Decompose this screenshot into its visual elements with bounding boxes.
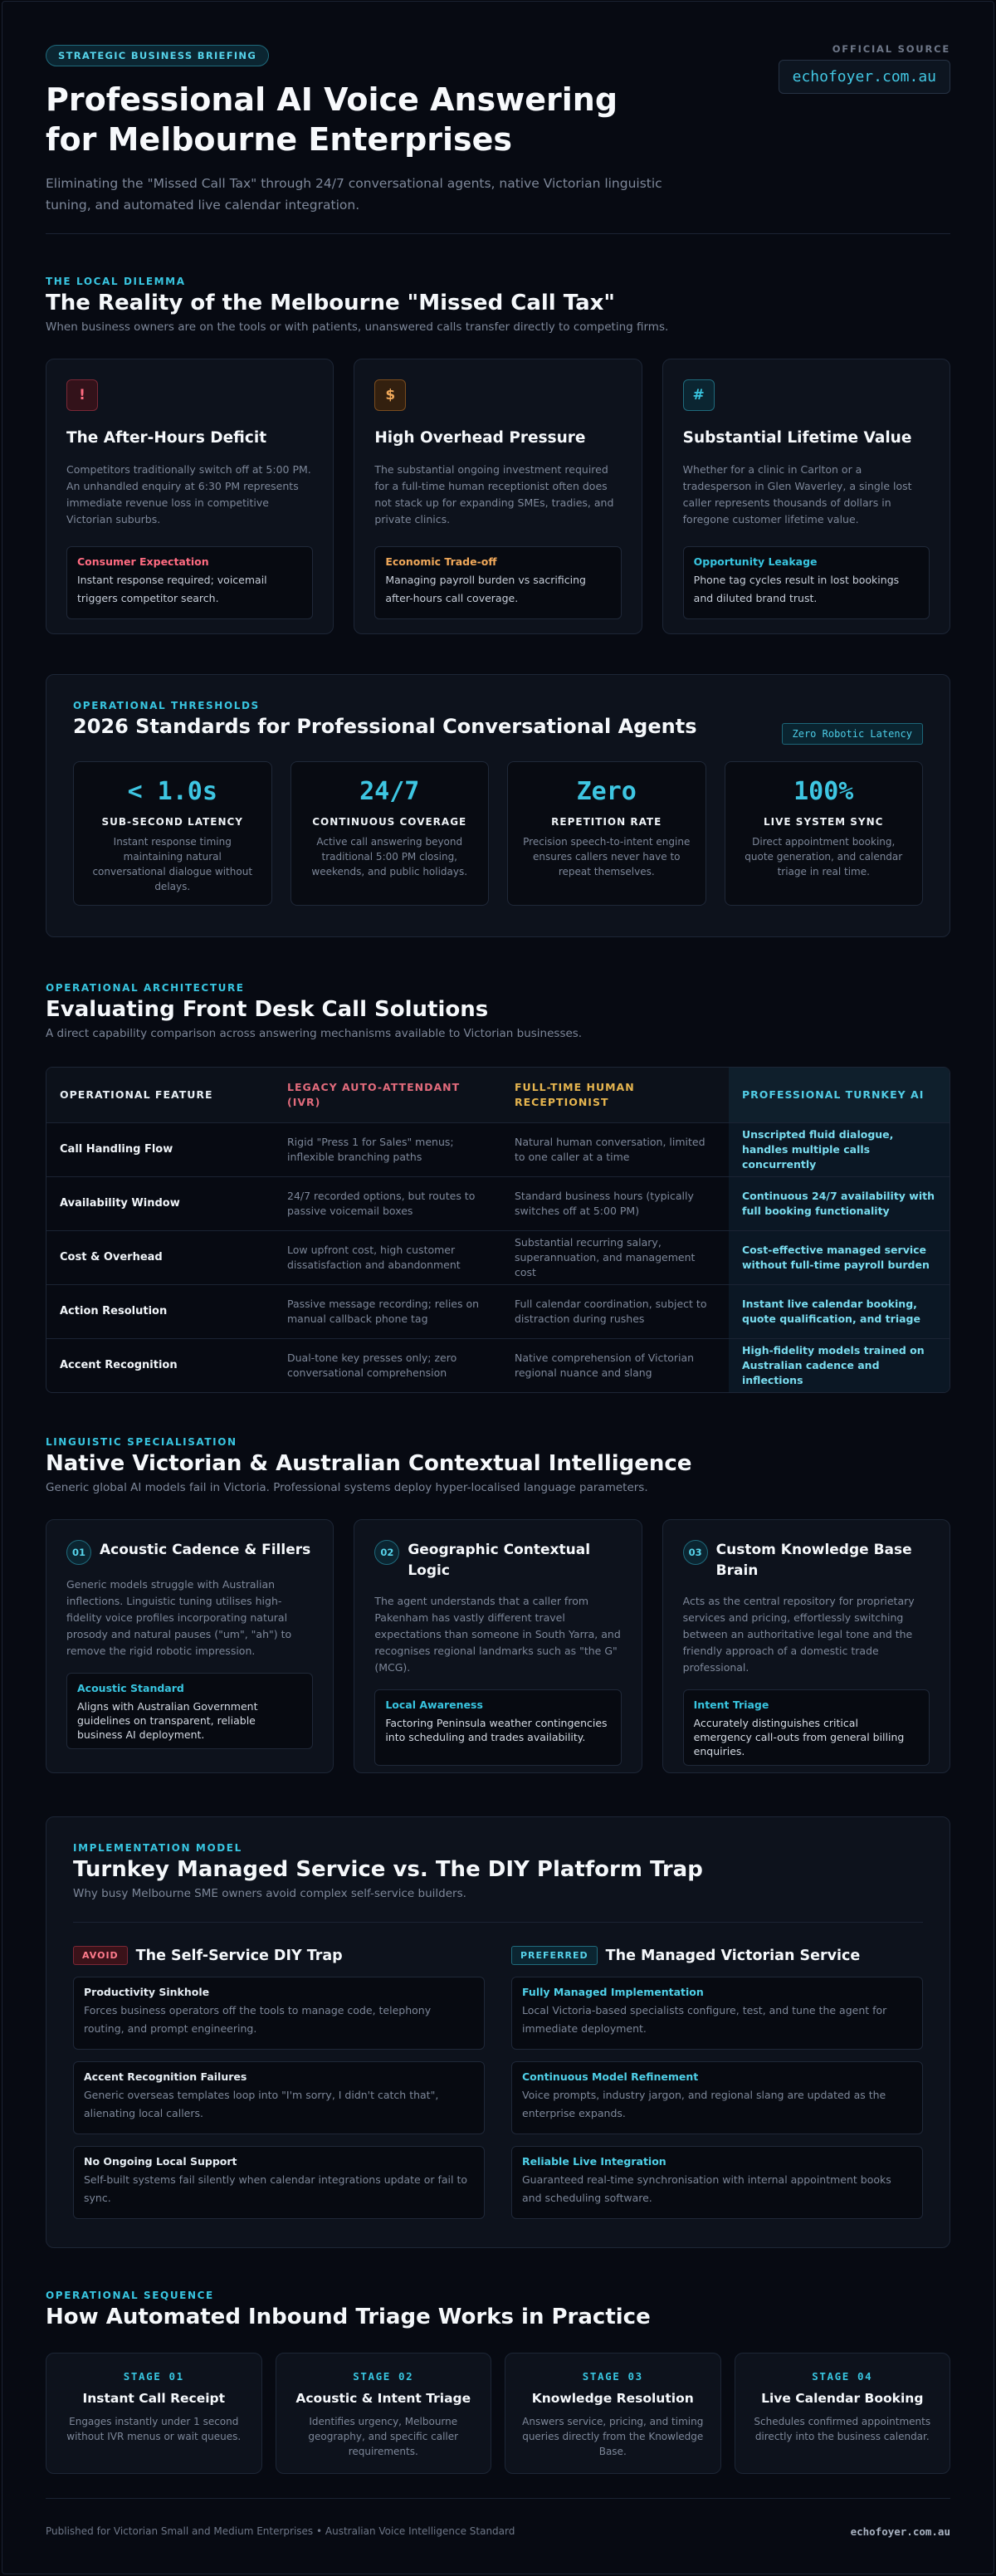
stage-body: Schedules confirmed appointments directly into the business calendar. [754, 2416, 931, 2442]
dollar-icon: $ [374, 379, 406, 411]
dilemma-card-after-hours [46, 359, 334, 634]
architecture-section [46, 982, 950, 1393]
note-body: Aligns with Australian Government guidelines on transparent, reliable business AI deployment. [77, 1700, 258, 1741]
stage-label: STAGE 02 [353, 2370, 414, 2383]
item-title: Reliable Live Integration [522, 2155, 666, 2168]
note-body: Instant response required; voicemail triggers competitor search. [77, 574, 267, 604]
dilemma-card-overhead [354, 359, 642, 634]
table-cell: Instant live calendar booking, quote qualification, and triage [729, 1285, 950, 1338]
note-body: Phone tag cycles result in lost bookings and diluted brand trust. [693, 574, 900, 604]
card-note [66, 1673, 313, 1749]
stage-body: Identifies urgency, Melbourne geography, and specific caller requirements. [308, 2416, 459, 2457]
item-body: Generic overseas templates loop into "I'm sorry, I didn't catch that", alienating local callers. [84, 2089, 439, 2119]
note-body: Factoring Peninsula weather contingencies into scheduling and trades availability. [385, 1717, 608, 1743]
table-row [46, 1122, 950, 1176]
table-header [46, 1068, 950, 1122]
list-item [73, 1977, 485, 2050]
threshold-value: 24/7 [359, 777, 420, 806]
card-title: Substantial Lifetime Value [682, 429, 912, 447]
section-subtitle: When business owners are on the tools or with patients, unanswered calls transfer directly to competing firms. [46, 320, 669, 334]
card-title: Geographic Contextual Logic [408, 1542, 591, 1579]
threshold-card-coverage [290, 761, 490, 906]
dilemma-section [46, 276, 950, 634]
header-feature: OPERATIONAL FEATURE [60, 1088, 213, 1101]
footer-site-link[interactable]: echofoyer.com.au [850, 2525, 950, 2538]
stage-label: STAGE 03 [582, 2370, 643, 2383]
section-eyebrow: OPERATIONAL THRESHOLDS [73, 700, 260, 711]
stage-title: Live Calendar Booking [761, 2391, 924, 2406]
table-cell: Standard business hours (typically switches off at 5:00 PM) [515, 1190, 694, 1217]
table-row [46, 1176, 950, 1230]
section-subtitle: Why busy Melbourne SME owners avoid complex self-service builders. [73, 1887, 466, 1900]
table-cell: Availability Window [60, 1197, 180, 1210]
threshold-value: < 1.0s [127, 777, 217, 806]
table-cell: Substantial recurring salary, superannuation, and management cost [515, 1236, 696, 1278]
table-cell: Action Resolution [60, 1305, 168, 1317]
page-title: Professional AI Voice Answering for Melbourne Enterprises [46, 81, 618, 158]
threshold-desc: Instant response timing maintaining natural conversational dialogue without delays. [92, 836, 253, 892]
item-title: Productivity Sinkhole [84, 1986, 210, 1998]
latency-badge: Zero Robotic Latency [782, 723, 924, 745]
column-title: The Managed Victorian Service [605, 1947, 861, 1964]
stage-body: Answers service, pricing, and timing queries directly from the Knowledge Base. [522, 2416, 704, 2457]
section-title: The Reality of the Melbourne "Missed Call Tax" [46, 291, 615, 315]
column-header [73, 1946, 485, 1965]
list-item [511, 2061, 923, 2134]
section-title: Native Victorian & Australian Contextual Intelligence [46, 1451, 692, 1476]
threshold-desc: Active call answering beyond traditional 5:00 PM closing, weekends, and public holidays. [311, 836, 468, 877]
linguistic-section [46, 1436, 950, 1773]
linguistic-card-acoustic [46, 1519, 334, 1773]
section-title: Evaluating Front Desk Call Solutions [46, 997, 489, 1022]
section-eyebrow: OPERATIONAL SEQUENCE [46, 2290, 214, 2301]
card-body: Whether for a clinic in Carlton or a tradesperson in Glen Waverley, a single lost caller represents thousands of dollars in foregone customer lifetime value. [682, 463, 912, 525]
card-title: High Overhead Pressure [374, 429, 586, 447]
preferred-badge: PREFERRED [511, 1946, 598, 1965]
table-cell: Rigid "Press 1 for Sales" menus; inflexible branching paths [287, 1136, 454, 1163]
table-cell: Full calendar coordination, subject to distraction during rushes [515, 1298, 707, 1325]
list-item [73, 2061, 485, 2134]
note-title: Opportunity Leakage [693, 555, 818, 568]
source-label: OFFICIAL SOURCE [832, 43, 950, 55]
table-cell: Accent Recognition [60, 1359, 178, 1371]
card-header [374, 1540, 621, 1581]
hero-section [46, 2, 950, 234]
stage-title: Knowledge Resolution [531, 2391, 694, 2406]
dilemma-card-lifetime-value [662, 359, 950, 634]
table-cell: Continuous 24/7 availability with full booking functionality [729, 1177, 950, 1230]
linguistic-cards [46, 1519, 950, 1773]
threshold-card-sync [725, 761, 924, 906]
threshold-value: 100% [793, 777, 854, 806]
item-body: Voice prompts, industry jargon, and regional slang are updated as the enterprise expands. [522, 2089, 886, 2119]
section-divider [73, 1922, 923, 1923]
note-body: Managing payroll burden vs sacrificing after-hours call coverage. [385, 574, 586, 604]
threshold-cards [73, 761, 923, 906]
section-eyebrow: IMPLEMENTATION MODEL [73, 1842, 242, 1854]
stage-title: Acoustic & Intent Triage [295, 2391, 471, 2406]
card-note [66, 546, 313, 619]
card-title: The After-Hours Deficit [66, 429, 267, 447]
header-human: FULL-TIME HUMAN RECEPTIONIST [515, 1081, 635, 1108]
threshold-value: Zero [576, 777, 637, 806]
item-title: Accent Recognition Failures [84, 2070, 247, 2083]
managed-column [511, 1946, 923, 2219]
stage-card [46, 2353, 262, 2474]
threshold-label: CONTINUOUS COVERAGE [312, 816, 467, 828]
card-body: The substantial ongoing investment required for a full-time human receptionist often does not stack up for expanding SMEs, tradies, and private clinics. [374, 463, 614, 525]
page-footer [46, 2498, 950, 2538]
item-title: No Ongoing Local Support [84, 2155, 237, 2168]
note-title: Local Awareness [385, 1699, 483, 1711]
list-item [511, 2146, 923, 2219]
stage-card [276, 2353, 492, 2474]
section-title: Turnkey Managed Service vs. The DIY Platform Trap [73, 1857, 703, 1882]
hero-lead: Eliminating the "Missed Call Tax" through 24/7 conversational agents, native Victorian linguistic tuning, and automated live calendar integration. [46, 176, 662, 213]
sequence-section [46, 2290, 950, 2474]
stage-card [505, 2353, 721, 2474]
linguistic-card-knowledge [662, 1519, 950, 1773]
item-title: Fully Managed Implementation [522, 1986, 704, 1998]
table-cell: Call Handling Flow [60, 1143, 173, 1156]
thresholds-section [46, 674, 950, 937]
threshold-desc: Direct appointment booking, quote generation, and calendar triage in real time. [745, 836, 903, 877]
hash-icon: # [683, 379, 715, 411]
item-title: Continuous Model Refinement [522, 2070, 699, 2083]
section-eyebrow: LINGUISTIC SPECIALISATION [46, 1436, 237, 1448]
step-number: 01 [66, 1540, 91, 1565]
table-cell: High-fidelity models trained on Australian cadence and inflections [729, 1339, 950, 1392]
item-body: Forces business operators off the tools to manage code, telephony routing, and prompt engineering. [84, 2004, 432, 2035]
card-note [683, 546, 930, 619]
footer-publication-note: Published for Victorian Small and Medium Enterprises • Australian Voice Intelligence Standard [46, 2525, 515, 2537]
section-subtitle: Generic global AI models fail in Victoria. Professional systems deploy hyper-localised language parameters. [46, 1481, 648, 1494]
stage-label: STAGE 04 [812, 2370, 873, 2383]
comparison-table [46, 1067, 950, 1393]
section-title: How Automated Inbound Triage Works in Practice [46, 2305, 651, 2329]
card-header [683, 1540, 930, 1581]
card-body: The agent understands that a caller from Pakenham has vastly different travel expectations than someone in South Yarra, and recognises regional landmarks such as "the G" (MCG). [374, 1595, 621, 1674]
threshold-desc: Precision speech-to-intent engine ensures callers never have to repeat themselves. [523, 836, 691, 877]
note-title: Intent Triage [693, 1699, 769, 1711]
card-title: Acoustic Cadence & Fillers [100, 1542, 311, 1558]
section-subtitle: A direct capability comparison across answering mechanisms available to Victorian businesses. [46, 1027, 583, 1040]
linguistic-card-geographic [354, 1519, 642, 1773]
stage-body: Engages instantly under 1 second without IVR menus or wait queues. [66, 2416, 242, 2442]
threshold-label: REPETITION RATE [551, 816, 662, 828]
header-ai: PROFESSIONAL TURNKEY AI [729, 1068, 950, 1122]
card-note [374, 546, 621, 619]
card-body: Acts as the central repository for proprietary services and pricing, effortlessly switching between an authoritative legal tone and the friendly approach of a domestic trade professional. [682, 1595, 915, 1674]
column-title: The Self-Service DIY Trap [135, 1947, 343, 1964]
official-source [779, 43, 950, 94]
section-eyebrow: THE LOCAL DILEMMA [46, 276, 186, 287]
threshold-card-repetition [507, 761, 706, 906]
alert-icon: ! [66, 379, 98, 411]
card-body: Generic models struggle with Australian inflections. Linguistic tuning utilises high-fidelity voice profiles incorporating natural prosody and natural pauses ("um", "ah") to remove the rigid robotic impression. [66, 1578, 292, 1657]
comparison-columns [73, 1946, 923, 2219]
table-cell: Cost & Overhead [60, 1251, 163, 1264]
stage-title: Instant Call Receipt [82, 2391, 226, 2406]
step-number: 03 [683, 1540, 708, 1565]
column-header [511, 1946, 923, 1965]
note-title: Consumer Expectation [77, 555, 209, 568]
item-body: Guaranteed real-time synchronisation with internal appointment books and scheduling software. [522, 2173, 891, 2204]
note-body: Accurately distinguishes critical emergency call-outs from general billing enquiries. [693, 1717, 905, 1757]
note-title: Economic Trade-off [385, 555, 497, 568]
item-body: Local Victoria-based specialists configure, test, and tune the agent for immediate deployment. [522, 2004, 887, 2035]
table-cell: Native comprehension of Victorian regional nuance and slang [515, 1352, 695, 1379]
section-eyebrow: OPERATIONAL ARCHITECTURE [46, 982, 245, 994]
card-header [66, 1540, 313, 1565]
card-note [374, 1689, 621, 1766]
table-cell: Natural human conversation, limited to one caller at a time [515, 1136, 706, 1163]
turnkey-section [46, 1816, 950, 2248]
table-row [46, 1230, 950, 1284]
table-row [46, 1338, 950, 1392]
table-cell: Unscripted fluid dialogue, handles multiple calls concurrently [729, 1123, 950, 1176]
avoid-badge: AVOID [73, 1946, 128, 1965]
dilemma-cards [46, 359, 950, 634]
card-title: Custom Knowledge Base Brain [715, 1542, 912, 1579]
list-item [511, 1977, 923, 2050]
stage-label: STAGE 01 [123, 2370, 184, 2383]
stage-card [735, 2353, 951, 2474]
card-note [683, 1689, 930, 1766]
list-item [73, 2146, 485, 2219]
source-url-link[interactable]: echofoyer.com.au [779, 60, 950, 94]
diy-column [73, 1946, 485, 2219]
table-cell: Cost-effective managed service without full-time payroll burden [729, 1231, 950, 1284]
step-number: 02 [374, 1540, 399, 1565]
table-cell: Dual-tone key presses only; zero conversational comprehension [287, 1352, 457, 1379]
table-row [46, 1284, 950, 1338]
threshold-card-latency [73, 761, 272, 906]
item-body: Self-built systems fail silently when calendar integrations update or fail to sync. [84, 2173, 467, 2204]
card-body: Competitors traditionally switch off at 5:00 PM. An unhandled enquiry at 6:30 PM represents immediate revenue loss in competitive Victorian suburbs. [66, 463, 311, 525]
briefing-page [2, 1, 994, 2574]
table-cell: Passive message recording; relies on manual callback phone tag [287, 1298, 480, 1325]
stage-cards [46, 2353, 950, 2474]
threshold-label: LIVE SYSTEM SYNC [764, 816, 884, 828]
threshold-label: SUB-SECOND LATENCY [101, 816, 243, 828]
section-title: 2026 Standards for Professional Conversational Agents [73, 715, 697, 738]
briefing-tag: STRATEGIC BUSINESS BRIEFING [46, 45, 269, 66]
note-title: Acoustic Standard [77, 1682, 184, 1694]
table-cell: Low upfront cost, high customer dissatisfaction and abandonment [287, 1244, 461, 1271]
header-ivr: LEGACY AUTO-ATTENDANT (IVR) [287, 1081, 461, 1108]
table-cell: 24/7 recorded options, but routes to passive voicemail boxes [287, 1190, 476, 1217]
